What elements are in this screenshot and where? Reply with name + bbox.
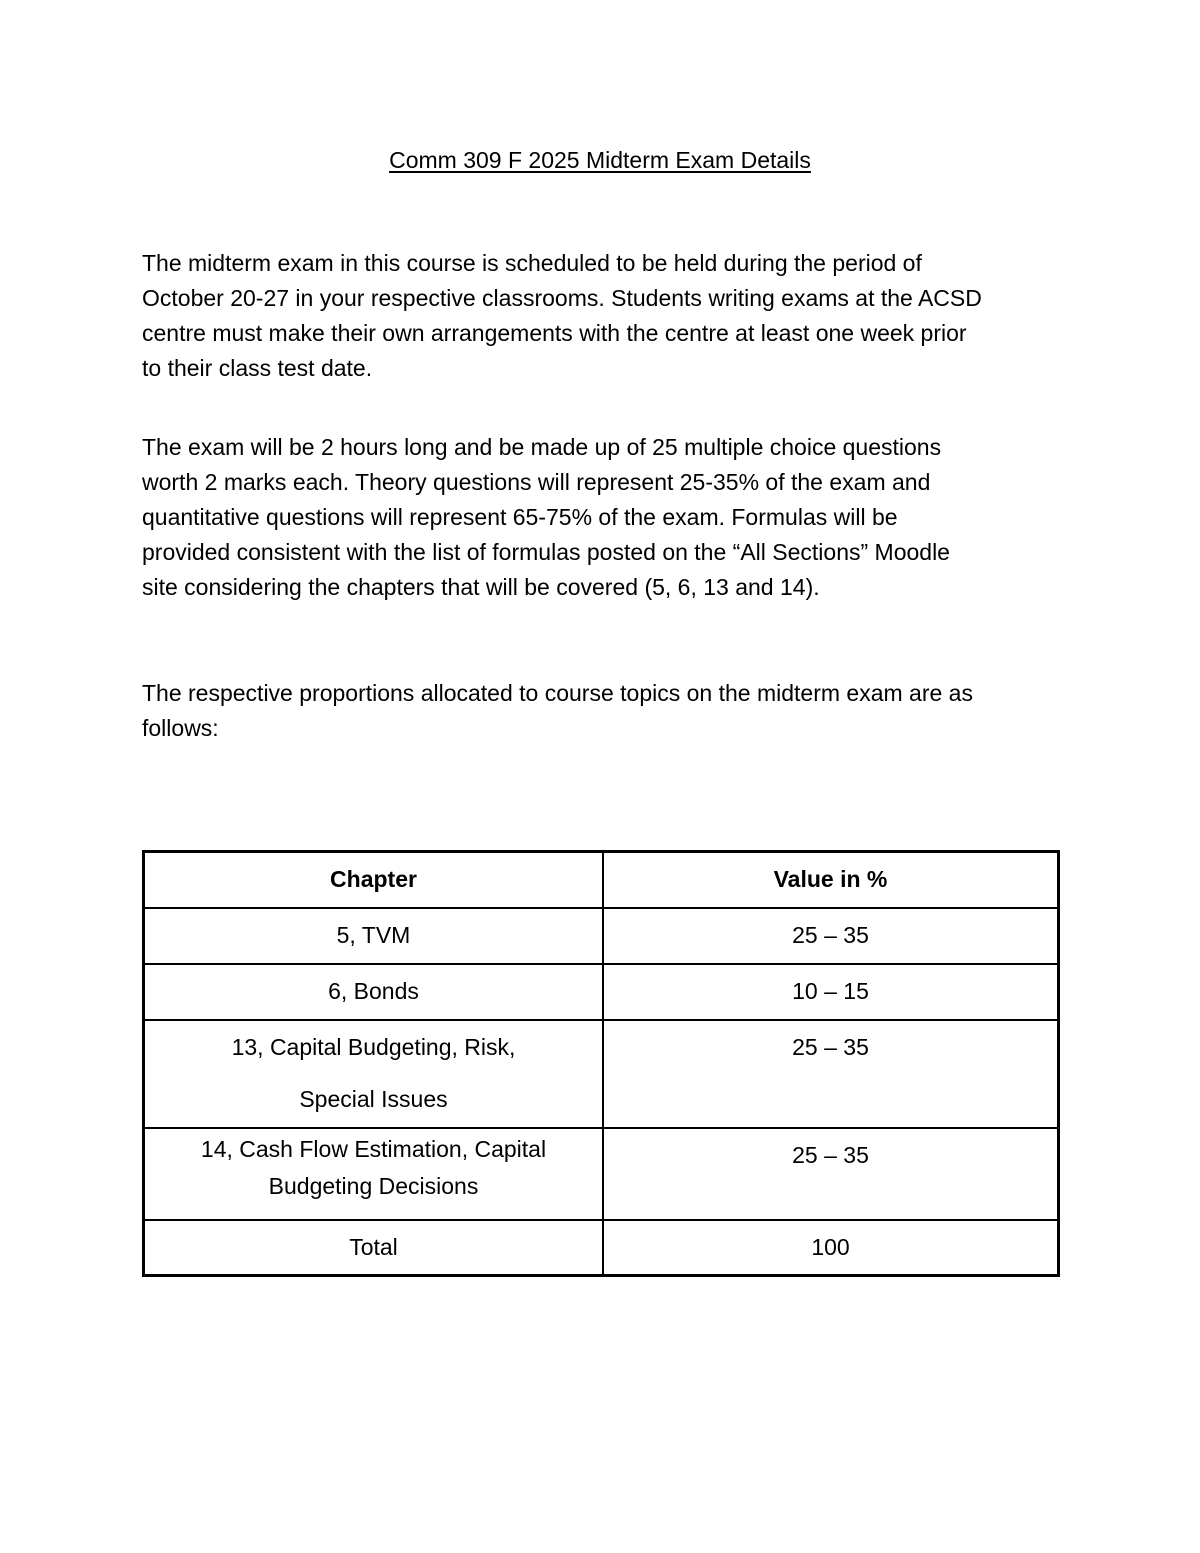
paragraph-line: centre must make their own arrangements with the centre at least one week prior <box>142 320 967 346</box>
paragraph-line: provided consistent with the list of formulas posted on the “All Sections” Moodle <box>142 539 950 565</box>
column-header-value: Value in % <box>603 852 1059 908</box>
paragraph-line: The midterm exam in this course is scheduled to be held during the period of <box>142 250 922 276</box>
cell-value: 10 – 15 <box>603 964 1059 1020</box>
table-row <box>144 1020 1059 1128</box>
cell-chapter <box>144 1020 604 1128</box>
topic-weights-table <box>142 850 1060 1277</box>
paragraph-line: The exam will be 2 hours long and be made up of 25 multiple choice questions <box>142 434 942 460</box>
paragraph-line: October 20-27 in your respective classrooms. Students writing exams at the ACSD <box>142 285 982 311</box>
cell-value: 25 – 35 <box>603 908 1059 964</box>
paragraph-line: site considering the chapters that will be covered (5, 6, 13 and 14). <box>142 574 820 600</box>
paragraph-line: to their class test date. <box>142 355 373 381</box>
paragraph-line: worth 2 marks each. Theory questions will represent 25-35% of the exam and <box>142 469 931 495</box>
paragraph-line: follows: <box>142 715 219 741</box>
cell-value: 25 – 35 <box>603 1020 1059 1128</box>
table-row <box>144 1128 1059 1220</box>
document-title: Comm 309 F 2025 Midterm Exam Details <box>389 147 811 173</box>
table-row <box>144 964 1059 1020</box>
table-row-total <box>144 1220 1059 1276</box>
cell-chapter: 6, Bonds <box>144 964 604 1020</box>
cell-chapter-line: 14, Cash Flow Estimation, Capital <box>200 1135 547 1162</box>
paragraph-line: The respective proportions allocated to course topics on the midterm exam are as <box>142 680 973 706</box>
table-header-row <box>144 852 1059 908</box>
paragraph-line: quantitative questions will represent 65-75% of the exam. Formulas will be <box>142 504 898 530</box>
cell-value: 100 <box>603 1220 1059 1276</box>
table-row <box>144 908 1059 964</box>
paragraph-topic-proportions <box>142 676 1072 746</box>
cell-chapter-line: 13, Capital Budgeting, Risk, <box>231 1033 516 1060</box>
cell-chapter-line: Budgeting Decisions <box>268 1172 479 1199</box>
paragraph-exam-schedule <box>142 246 1072 386</box>
column-header-chapter: Chapter <box>144 852 604 908</box>
cell-chapter-line: Special Issues <box>299 1085 448 1112</box>
paragraph-exam-format <box>142 430 1072 605</box>
cell-chapter: Total <box>144 1220 604 1276</box>
cell-chapter <box>144 1128 604 1220</box>
cell-chapter: 5, TVM <box>144 908 604 964</box>
cell-value: 25 – 35 <box>603 1128 1059 1220</box>
